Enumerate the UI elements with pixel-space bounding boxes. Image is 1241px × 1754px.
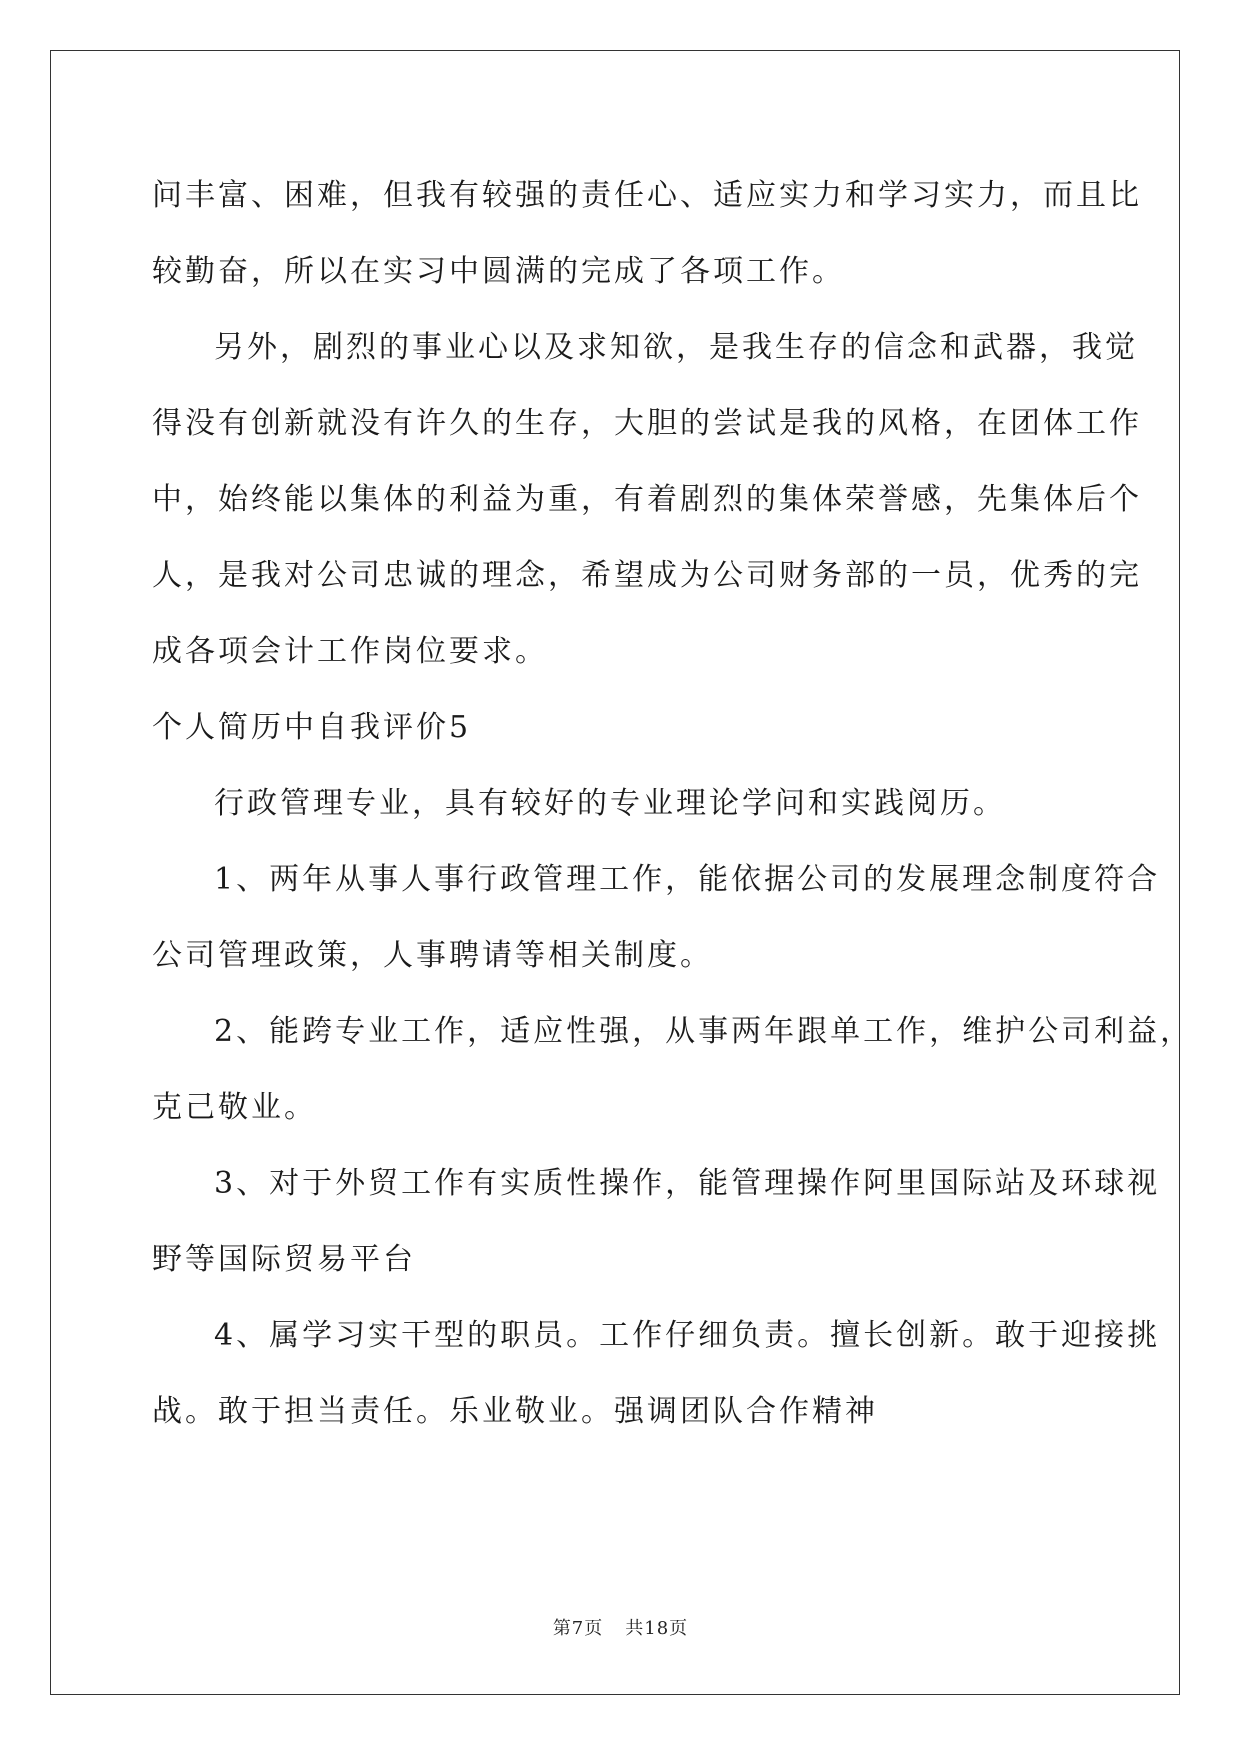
text-line: 野等国际贸易平台 <box>152 1242 416 1277</box>
text-line: 1、两年从事人事行政管理工作，能依据公司的发展理念制度符合 <box>214 862 1161 897</box>
page-number-current: 第7页 <box>552 1618 604 1639</box>
text-line: 另外，剧烈的事业心以及求知欲，是我生存的信念和武器，我觉 <box>214 330 1138 365</box>
text-line: 人，是我对公司忠诚的理念，希望成为公司财务部的一员，优秀的完 <box>152 558 1142 593</box>
page-footer <box>0 1614 1241 1640</box>
text-line: 较勤奋，所以在实习中圆满的完成了各项工作。 <box>152 254 845 289</box>
text-line: 3、对于外贸工作有实质性操作，能管理操作阿里国际站及环球视 <box>214 1166 1161 1201</box>
text-line: 2、能跨专业工作，适应性强，从事两年跟单工作，维护公司利益， <box>214 1014 1194 1049</box>
text-line: 行政管理专业，具有较好的专业理论学问和实践阅历。 <box>214 786 1006 821</box>
page-number-total: 共18页 <box>625 1618 689 1639</box>
section-heading: 个人简历中自我评价5 <box>152 710 472 745</box>
document-body <box>152 158 1194 1450</box>
text-line: 中，始终能以集体的利益为重，有着剧烈的集体荣誉感，先集体后个 <box>152 482 1142 517</box>
text-line: 4、属学习实干型的职员。工作仔细负责。擅长创新。敢于迎接挑 <box>214 1318 1161 1353</box>
text-line: 克己敬业。 <box>152 1090 317 1125</box>
text-line: 得没有创新就没有许久的生存，大胆的尝试是我的风格，在团体工作 <box>152 406 1142 441</box>
text-line: 问丰富、困难，但我有较强的责任心、适应实力和学习实力，而且比 <box>152 178 1142 213</box>
text-line: 成各项会计工作岗位要求。 <box>152 634 548 669</box>
text-line: 公司管理政策，人事聘请等相关制度。 <box>152 938 713 973</box>
text-line: 战。敢于担当责任。乐业敬业。强调团队合作精神 <box>152 1394 878 1429</box>
